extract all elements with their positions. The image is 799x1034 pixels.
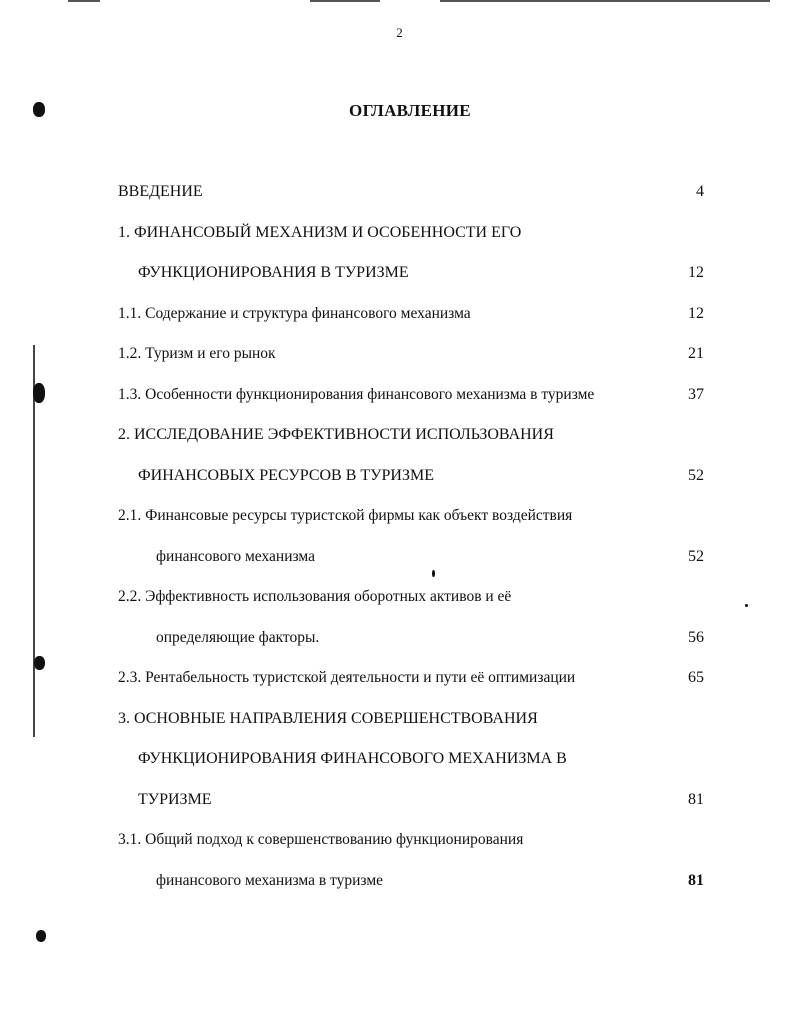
toc-entry-text: ФУНКЦИОНИРОВАНИЯ В ТУРИЗМЕ bbox=[138, 264, 409, 281]
scan-line bbox=[440, 0, 770, 2]
toc-entry-text: 1.1. Содержание и структура финансового механизма bbox=[118, 304, 471, 322]
toc-entry-text: 3.1. Общий подход к совершенствованию функционирования bbox=[118, 831, 524, 848]
scan-line bbox=[310, 0, 380, 2]
toc-entry-page: 52 bbox=[688, 466, 704, 484]
toc-entry bbox=[118, 745, 708, 786]
scan-line bbox=[68, 0, 100, 2]
toc-entry-page: 65 bbox=[688, 669, 704, 686]
toc-entry bbox=[118, 381, 708, 422]
toc-entry-text: 1. ФИНАНСОВЫЙ МЕХАНИЗМ И ОСОБЕННОСТИ ЕГО bbox=[118, 223, 522, 241]
page-title: ОГЛАВЛЕНИЕ bbox=[349, 101, 471, 120]
toc-entry-text: ФИНАНСОВЫХ РЕСУРСОВ В ТУРИЗМЕ bbox=[138, 466, 434, 484]
toc-entry-page: 37 bbox=[688, 385, 704, 403]
punch-hole-mark bbox=[34, 656, 45, 670]
toc-entry-text: ТУРИЗМЕ bbox=[138, 790, 212, 808]
toc-entry-text: определяющие факторы. bbox=[156, 628, 320, 646]
scan-speck bbox=[745, 604, 748, 607]
toc-entry bbox=[118, 826, 708, 867]
toc-entry bbox=[118, 259, 708, 300]
toc-entry bbox=[118, 867, 708, 908]
toc-entry bbox=[118, 219, 708, 260]
toc-entry-page: 21 bbox=[688, 345, 704, 362]
toc-entry-page: 12 bbox=[688, 264, 704, 281]
toc-entry bbox=[118, 300, 708, 341]
toc-entry bbox=[118, 178, 708, 219]
margin-line bbox=[33, 345, 35, 737]
punch-hole-mark bbox=[36, 930, 46, 942]
toc-entry bbox=[118, 624, 708, 665]
toc-entry-text: 2.3. Рентабельность туристской деятельности и пути её оптимизации bbox=[118, 669, 576, 686]
toc-entry-page: 81 bbox=[688, 790, 704, 808]
toc-entry-text: 2. ИССЛЕДОВАНИЕ ЭФФЕКТИВНОСТИ ИСПОЛЬЗОВАНИЯ bbox=[118, 426, 554, 443]
toc-entry bbox=[118, 664, 708, 705]
toc-entry-text: 3. ОСНОВНЫЕ НАПРАВЛЕНИЯ СОВЕРШЕНСТВОВАНИЯ bbox=[118, 709, 538, 727]
toc-entry bbox=[118, 502, 708, 543]
toc-entry-page: 12 bbox=[688, 304, 704, 322]
toc-entry bbox=[118, 583, 708, 624]
page-number: 2 bbox=[396, 25, 403, 40]
toc-entry-text: 1.2. Туризм и его рынок bbox=[118, 345, 276, 362]
toc-entry-page: 81 bbox=[688, 871, 704, 889]
toc-entry-text: 1.3. Особенности функционирования финансового механизма в туризме bbox=[118, 385, 595, 403]
toc-entry-text: ВВЕДЕНИЕ bbox=[118, 183, 203, 200]
toc-entry bbox=[118, 421, 708, 462]
toc-entry-text: 2.1. Финансовые ресурсы туристской фирмы как объект воздействия bbox=[118, 507, 573, 524]
toc-entry-text: финансового механизма в туризме bbox=[156, 871, 384, 889]
toc-entry bbox=[118, 462, 708, 503]
toc-entry-text: 2.2. Эффективность использования оборотных активов и её bbox=[118, 588, 512, 605]
toc-entry-page: 56 bbox=[688, 628, 704, 646]
table-of-contents bbox=[118, 178, 708, 907]
toc-entry-text: ФУНКЦИОНИРОВАНИЯ ФИНАНСОВОГО МЕХАНИЗМА В bbox=[138, 750, 567, 767]
toc-entry-page: 4 bbox=[696, 183, 704, 200]
toc-entry bbox=[118, 543, 708, 584]
toc-entry-text: финансового механизма bbox=[156, 547, 315, 565]
toc-entry-page: 52 bbox=[688, 547, 704, 565]
toc-entry bbox=[118, 786, 708, 827]
punch-hole-mark bbox=[33, 383, 45, 403]
toc-entry bbox=[118, 340, 708, 381]
toc-entry bbox=[118, 705, 708, 746]
